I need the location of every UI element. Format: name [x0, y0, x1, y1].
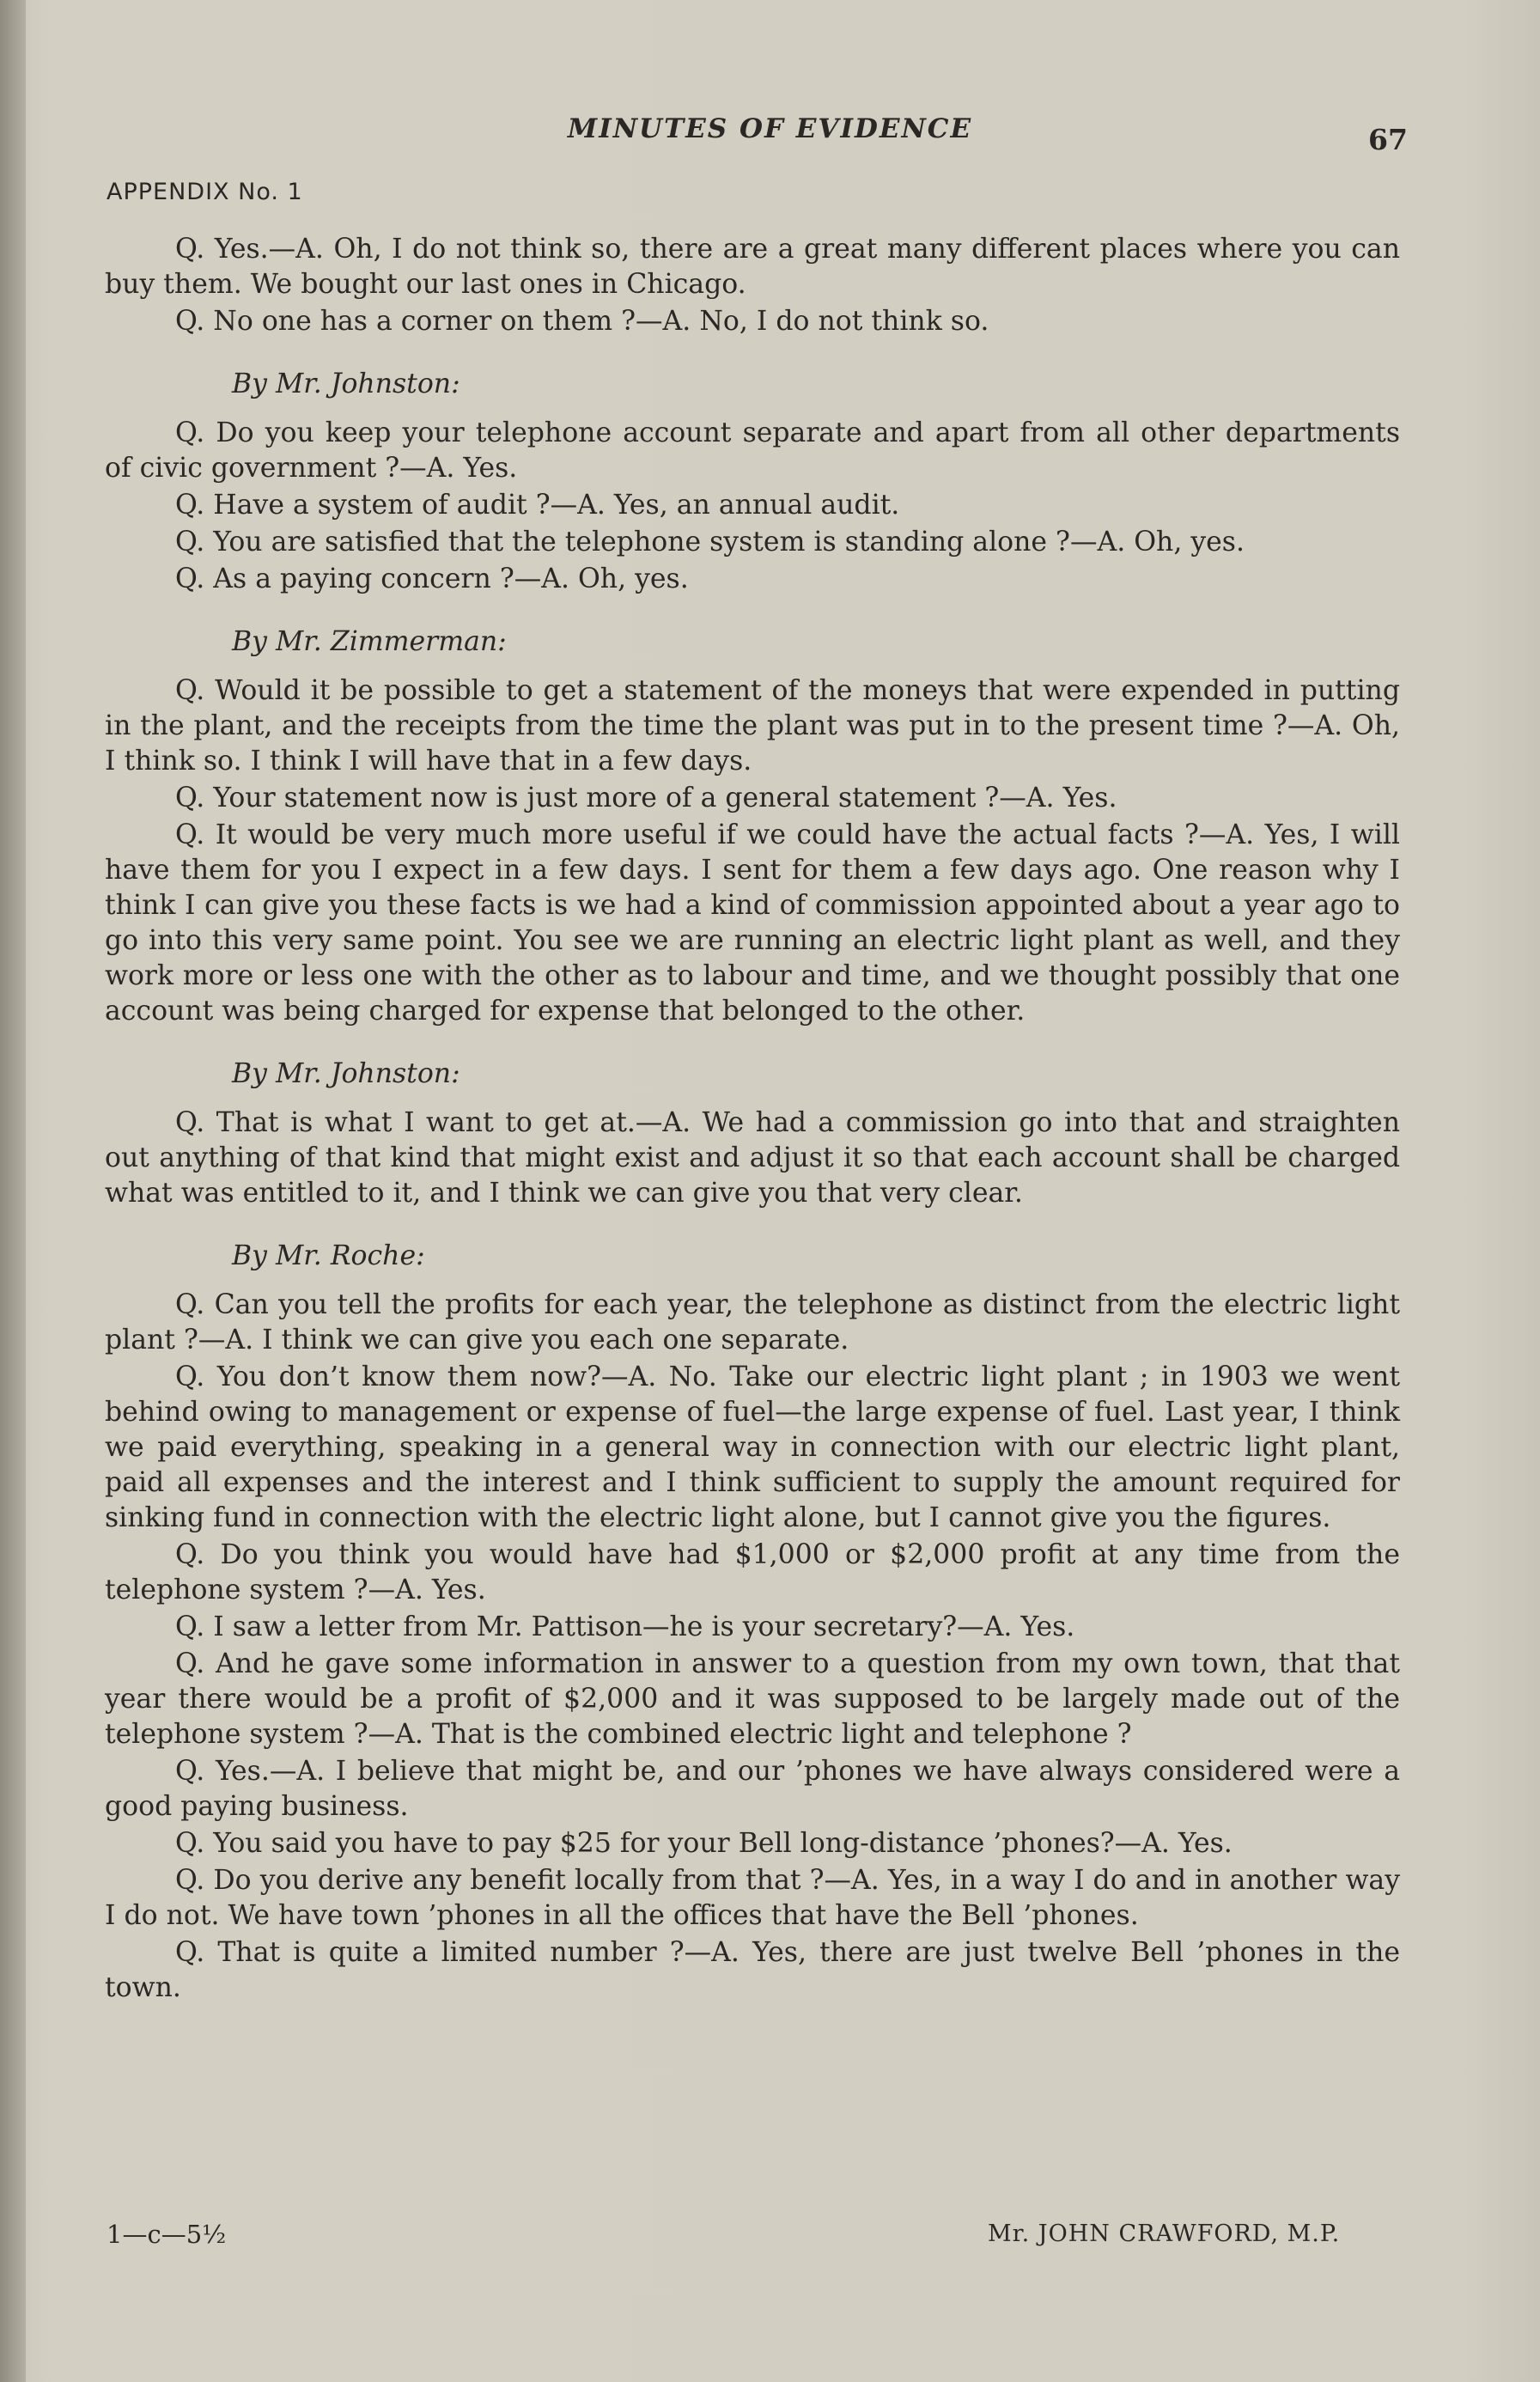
testimony-paragraph: Q. It would be very much more useful if we could have the actual facts ?—A. Yes, I will have them for you I expect in a few days. I sent for them a few days ago. One reason why I think I can give you these facts is we had a kind of commission appointed about a year ago to go into this very same point. You see we are running an electric light plant as well, and they work more or less one with the other as to labour and time, and we thought possibly that one account was being charged for expense that belonged to the other. [105, 819, 1400, 1027]
testimony-paragraph: Q. I saw a letter from Mr. Pattison—he is your secretary?—A. Yes. [175, 1611, 1075, 1642]
testimony-paragraph: Q. And he gave some information in answer to a question from my own town, that that year there would be a profit of $2,000 and it was supposed to be largely made out of the telephone system ?—A. That is the combined electric light and telephone ? [105, 1648, 1400, 1750]
testimony-paragraph: Q. Do you keep your telephone account separate and apart from all other departments of civic government ?—A. Yes. [105, 417, 1400, 484]
testimony-paragraph: Q. Would it be possible to get a statement of the moneys that were expended in putting in the plant, and the receipts from the time the plant was put in to the present time ?—A. Oh, I think so. I think I will have that in a few days. [105, 675, 1400, 777]
page-binding-edge [0, 0, 26, 2382]
testimony-paragraph: Q. Your statement now is just more of a general statement ?—A. Yes. [175, 783, 1117, 813]
page-number: 67 [1368, 123, 1408, 156]
testimony-paragraph: Q. You are satisfied that the telephone system is standing alone ?—A. Oh, yes. [175, 527, 1245, 557]
testimony-paragraph: Q. You don’t know them now?—A. No. Take our electric light plant ; in 1903 we went behind owing to management or expense of fuel—the large expense of fuel. Last year, I think we paid everything, speaking in a general way in connection with our electric light plant, paid all expenses and the interest and I think sufficient to supply the amount required for sinking fund in connection with the electric light alone, but I cannot give you the figures. [105, 1362, 1400, 1533]
speaker-heading: By Mr. Johnston: [232, 1058, 460, 1089]
testimony-paragraph: Q. Do you think you would have had $1,000 or $2,000 profit at any time from the telephone system ?—A. Yes. [105, 1539, 1400, 1605]
testimony-paragraph: Q. As a paying concern ?—A. Oh, yes. [175, 564, 689, 594]
testimony-paragraph: Q. Yes.—A. Oh, I do not think so, there are a great many different places where you can buy them. We bought our last ones in Chicago. [105, 234, 1400, 300]
appendix-label: APPENDIX No. 1 [107, 179, 303, 205]
testimony-paragraph: Q. Have a system of audit ?—A. Yes, an annual audit. [175, 490, 900, 521]
speaker-heading: By Mr. Johnston: [232, 369, 460, 399]
minutes-body [105, 232, 1400, 2007]
running-header: MINUTES OF EVIDENCE [567, 113, 973, 144]
testimony-paragraph: Q. Do you derive any benefit locally from that ?—A. Yes, in a way I do and in another way I do not. We have town ’phones in all the offices that have the Bell ’phones. [105, 1865, 1400, 1931]
testimony-paragraph: Q. You said you have to pay $25 for your Bell long-distance ’phones?—A. Yes. [175, 1828, 1233, 1859]
testimony-paragraph: Q. That is what I want to get at.—A. We had a commission go into that and straighten out anything of that kind that might exist and adjust it so that each account shall be charged what was entitled to it, and I think we can give you that very clear. [105, 1107, 1400, 1209]
witness-name-footer: Mr. JOHN CRAWFORD, M.P. [988, 2221, 1341, 2247]
speaker-heading: By Mr. Roche: [232, 1240, 425, 1271]
speaker-heading: By Mr. Zimmerman: [232, 626, 507, 657]
testimony-paragraph: Q. Can you tell the profits for each year, the telephone as distinct from the electric light plant ?—A. I think we can give you each one separate. [105, 1289, 1400, 1355]
testimony-paragraph: Q. Yes.—A. I believe that might be, and our ’phones we have always considered were a good paying business. [105, 1756, 1400, 1822]
printer-signature-mark: 1—c—5½ [107, 2220, 227, 2249]
testimony-paragraph: Q. No one has a corner on them ?—A. No, I do not think so. [175, 306, 989, 337]
testimony-paragraph: Q. That is quite a limited number ?—A. Yes, there are just twelve Bell ’phones in the town. [105, 1937, 1400, 2003]
